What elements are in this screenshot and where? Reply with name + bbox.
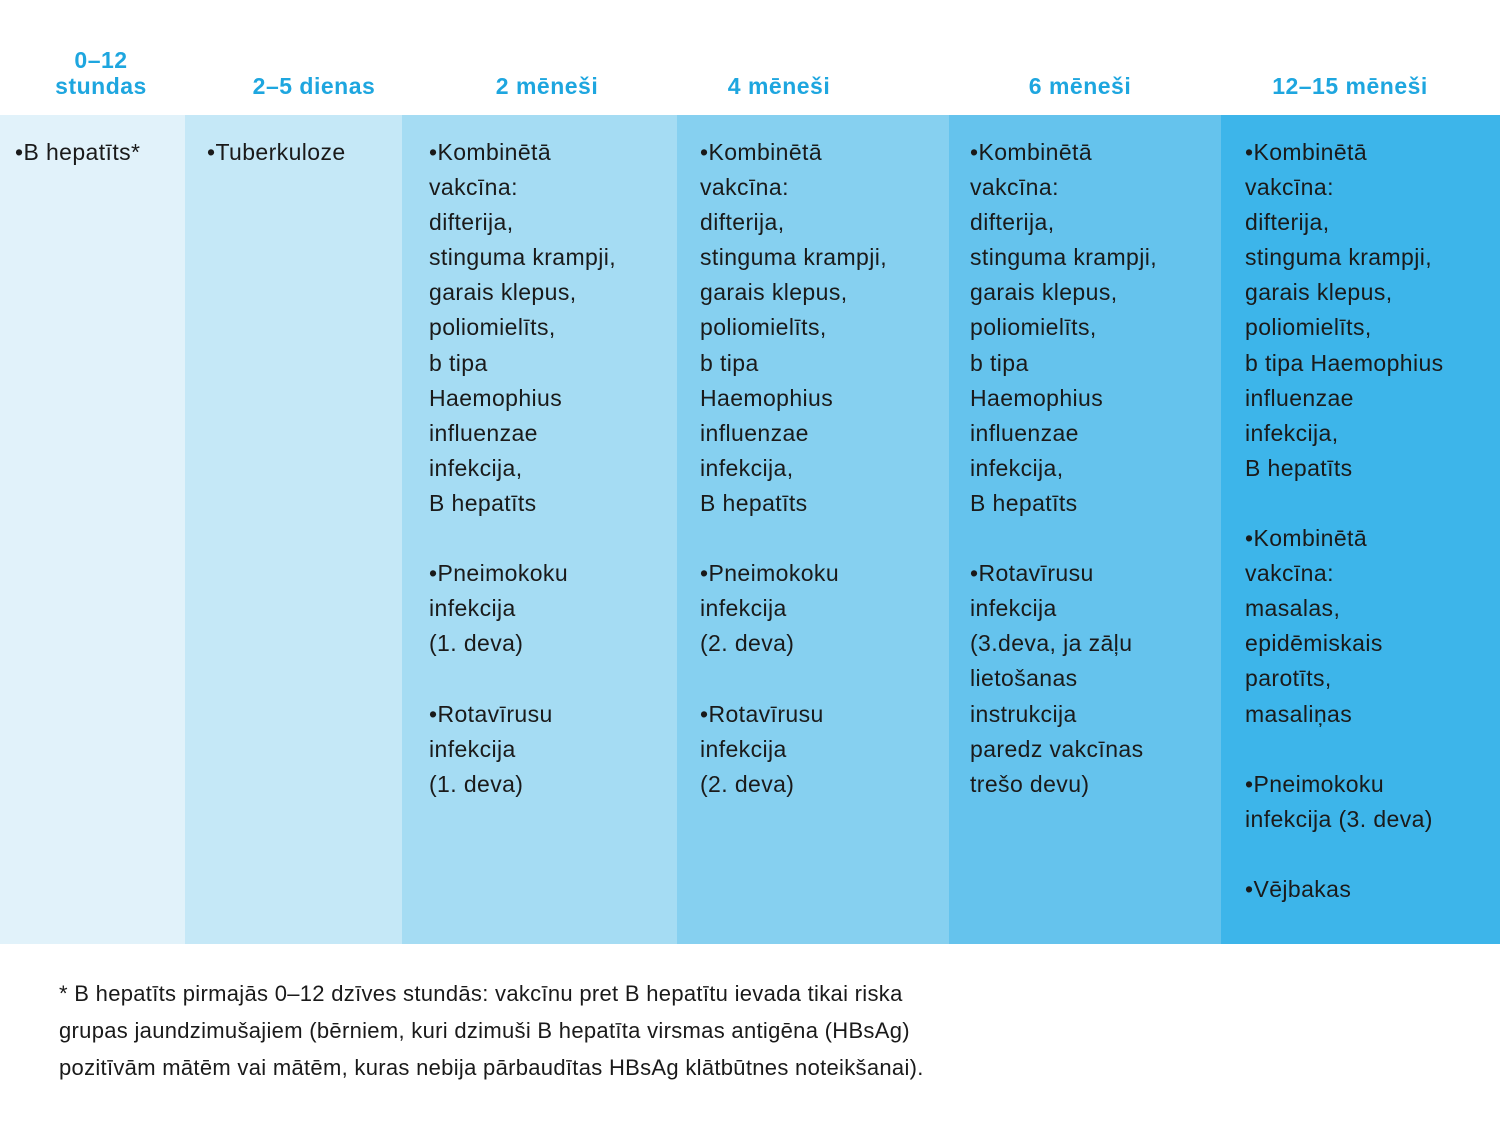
column-0-12-stundas	[0, 115, 185, 944]
column-header-12-15-meneshi: 12–15 mēneši	[1272, 73, 1428, 99]
vaccine-entry: •B hepatīts*	[15, 139, 141, 165]
column-2-meneshi	[402, 115, 677, 944]
column-header-6-meneshi: 6 mēneši	[1028, 73, 1132, 99]
column-header-4-meneshi: 4 mēneši	[727, 73, 831, 99]
column-header-2-meneshi: 2 mēneši	[495, 73, 599, 99]
vaccine-entry: •Vējbakas	[1245, 875, 1352, 902]
vaccine-entry: •Rotavīrusu infekcija (3.deva, ja zāļu lietošanas instrukcija paredz vakcīnas trešo devu)	[970, 560, 1144, 797]
vaccine-entry: •Kombinētā vakcīna: difterija, stinguma krampji, garais klepus, poliomielīts, b tipa Haemophius influenzae infekcija, B hepatīts	[700, 139, 888, 516]
column-2-5-dienas	[185, 115, 402, 944]
vaccine-entry: •Rotavīrusu infekcija (1. deva)	[429, 700, 553, 797]
vaccine-entry: •Tuberkuloze	[207, 139, 346, 165]
vaccine-entry: •Kombinētā vakcīna: difterija, stinguma krampji, garais klepus, poliomielīts, b tipa Haemophius influenzae infekcija, B hepatīts	[1245, 139, 1444, 481]
footnote: * B hepatīts pirmajās 0–12 dzīves stundās: vakcīnu pret B hepatītu ievada tikai riska grupas jaundzimušajiem (bērniem, kuri dzimuši B hepatīta virsmas antigēna (HBsAg) pozitīvām mātēm vai mātēm, kuras nebija pārbaudītas HBsAg klātbūtnes noteikšanai).	[59, 981, 924, 1080]
vaccine-entry: •Kombinētā vakcīna: masalas, epidēmiskais parotīts, masaliņas	[1245, 525, 1383, 727]
vaccine-entry: •Kombinētā vakcīna: difterija, stinguma krampji, garais klepus, poliomielīts, b tipa Haemophius influenzae infekcija, B hepatīts	[970, 139, 1158, 516]
vaccine-entry: •Kombinētā vakcīna: difterija, stinguma krampji, garais klepus, poliomielīts, b tipa Haemophius influenzae infekcija, B hepatīts	[429, 139, 617, 516]
column-6-meneshi	[949, 115, 1221, 944]
column-header-0-12-stundas: 0–12 stundas	[55, 47, 147, 99]
vaccine-entry: •Pneimokoku infekcija (2. deva)	[700, 560, 840, 657]
column-4-meneshi	[677, 115, 949, 944]
column-12-15-meneshi	[1221, 115, 1500, 944]
vaccine-entry: •Pneimokoku infekcija (1. deva)	[429, 560, 569, 657]
column-header-2-5-dienas: 2–5 dienas	[252, 73, 376, 99]
vaccine-entry: •Pneimokoku infekcija (3. deva)	[1245, 770, 1433, 832]
vaccine-entry: •Rotavīrusu infekcija (2. deva)	[700, 700, 824, 797]
